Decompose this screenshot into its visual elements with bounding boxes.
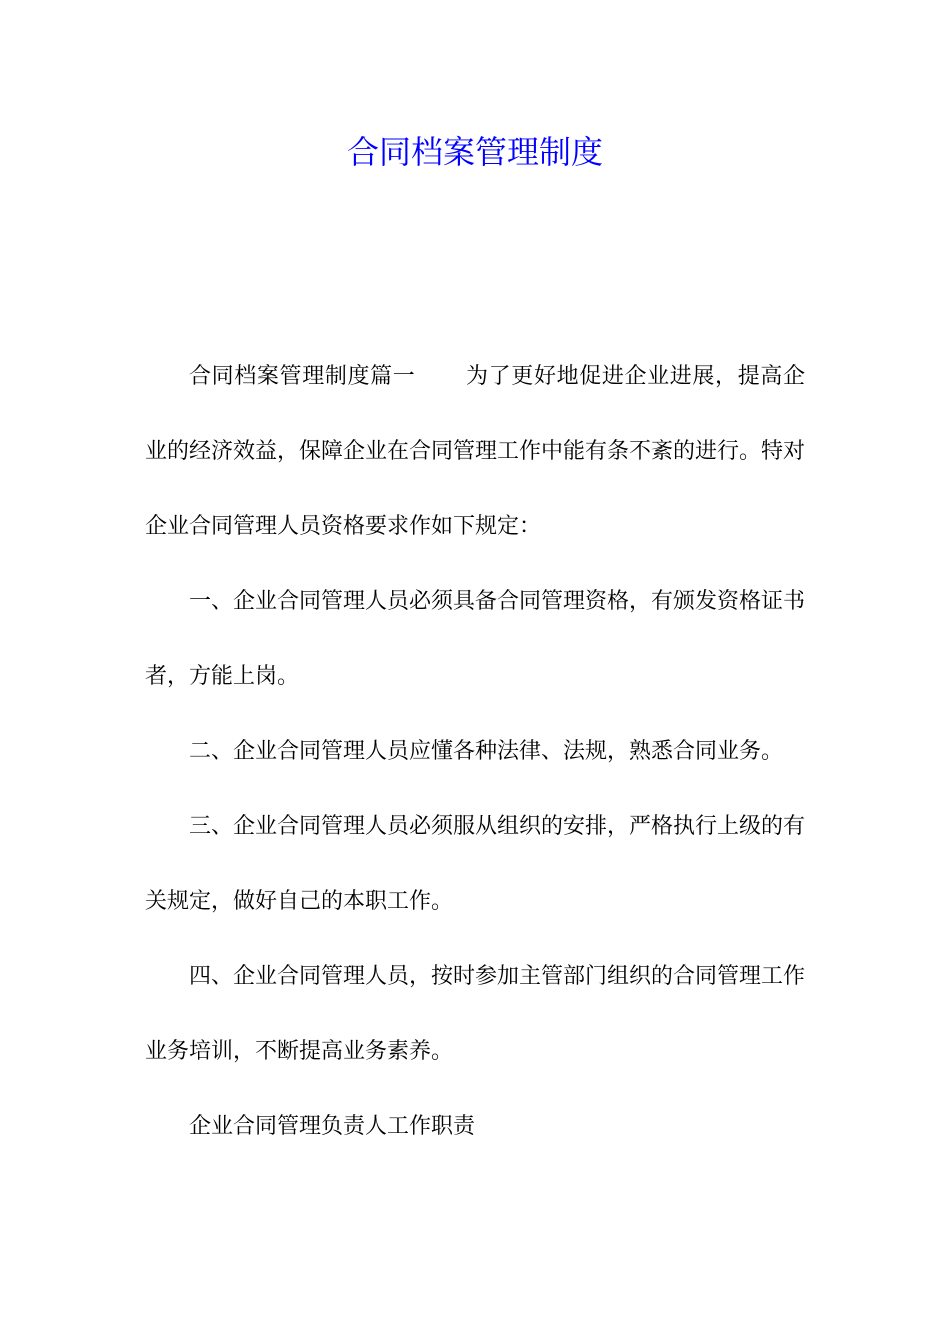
document-title: 合同档案管理制度 — [346, 133, 603, 171]
rule-paragraph-3: 三、企业合同管理人员必须服从组织的安排，严格执行上级的有关规定，做好自己的本职工作。 — [145, 814, 806, 914]
rule-paragraph-4: 四、企业合同管理人员，按时参加主管部门组织的合同管理工作业务培训，不断提高业务素养。 — [145, 964, 806, 1064]
intro-heading: 合同档案管理制度篇一 — [189, 364, 416, 389]
intro-paragraph — [145, 339, 805, 564]
rule-paragraph-1: 一、企业合同管理人员必须具备合同管理资格，有颁发资格证书者，方能上岗。 — [145, 589, 806, 689]
rule-paragraph-2: 二、企业合同管理人员应懂各种法律、法规，熟悉合同业务。 — [189, 739, 784, 764]
intro-text: 为了更好地促进企业进展，提高企业的经济效益，保障企业在合同管理工作中能有条不紊的进行。特对企业合同管理人员资格要求作如下规定： — [145, 364, 806, 539]
section-heading: 企业合同管理负责人工作职责 — [189, 1114, 476, 1139]
document-body — [145, 339, 805, 1164]
